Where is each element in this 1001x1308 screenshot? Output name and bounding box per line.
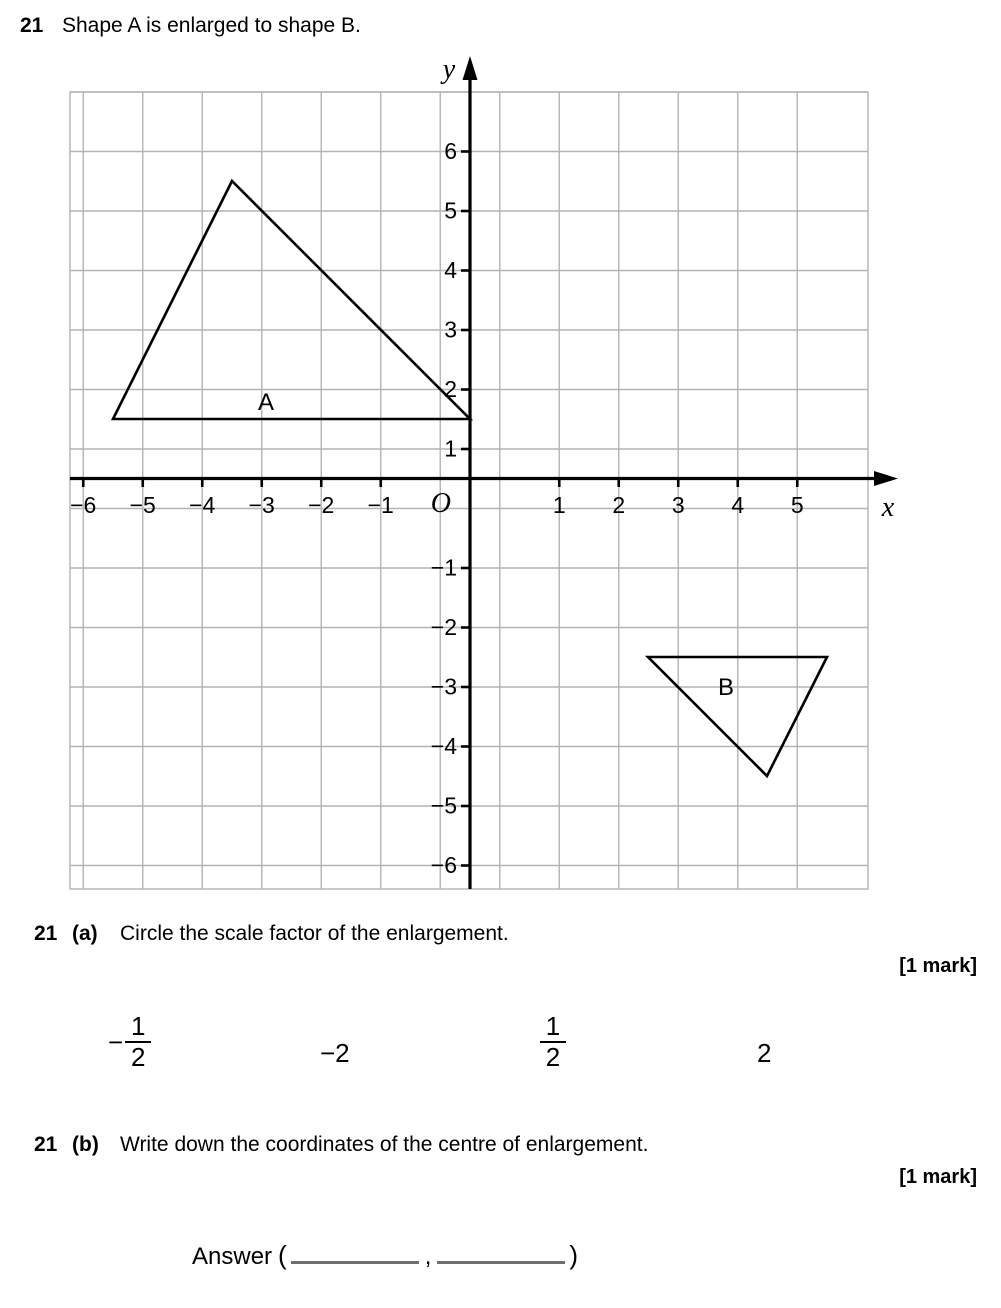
y-tick-label: −2 bbox=[430, 614, 457, 640]
question-stem-text: Shape A is enlarged to shape B. bbox=[62, 14, 361, 37]
x-axis-label: x bbox=[881, 492, 895, 523]
y-tick-label: 5 bbox=[444, 197, 457, 224]
origin-label: O bbox=[430, 488, 451, 519]
x-tick-label: −2 bbox=[308, 492, 335, 518]
x-tick-label: −4 bbox=[189, 492, 216, 518]
fraction-denominator: 2 bbox=[545, 1042, 561, 1073]
close-paren: ) bbox=[569, 1240, 579, 1270]
answer-blank-x[interactable] bbox=[291, 1241, 419, 1264]
part-a-marks: [1 mark] bbox=[899, 955, 977, 977]
option-negative-two[interactable] bbox=[320, 1038, 350, 1069]
coordinate-grid-svg bbox=[0, 50, 1001, 910]
answer-blank-y[interactable] bbox=[437, 1241, 565, 1264]
question-stem bbox=[20, 14, 361, 38]
fraction-numerator: 1 bbox=[130, 1011, 146, 1041]
y-tick-label: 1 bbox=[444, 435, 457, 462]
y-tick-label: 6 bbox=[444, 138, 457, 164]
x-tick-label: −5 bbox=[129, 492, 156, 518]
y-tick-label: −3 bbox=[430, 673, 457, 700]
y-tick-label: 4 bbox=[444, 257, 457, 283]
fraction-numerator: 1 bbox=[545, 1011, 561, 1041]
option-two[interactable] bbox=[757, 1038, 771, 1069]
option-negative-one-half[interactable] bbox=[108, 1013, 151, 1072]
option-one-half[interactable] bbox=[540, 1013, 566, 1072]
part-a-question-number: 21 bbox=[34, 922, 58, 945]
fraction-denominator: 2 bbox=[130, 1042, 146, 1073]
coordinate-grid-figure bbox=[0, 50, 1001, 910]
part-b-letter: (b) bbox=[72, 1133, 99, 1156]
scale-factor-options bbox=[0, 1005, 1001, 1090]
answer-line bbox=[192, 1240, 578, 1271]
x-tick-label: −3 bbox=[248, 492, 275, 518]
x-tick-label: 2 bbox=[612, 492, 626, 518]
x-tick-label: 3 bbox=[671, 492, 685, 518]
question-number: 21 bbox=[20, 14, 44, 37]
y-axis-arrowhead bbox=[463, 56, 478, 80]
option-value: −2 bbox=[320, 1038, 350, 1068]
part-a-prompt bbox=[34, 922, 509, 946]
fraction bbox=[125, 1013, 151, 1072]
y-axis-label: y bbox=[442, 54, 456, 85]
y-tick-label: −1 bbox=[430, 554, 457, 581]
shape-a-label: A bbox=[257, 389, 275, 416]
x-axis-arrowhead bbox=[874, 471, 898, 486]
x-tick-label: 4 bbox=[731, 492, 745, 518]
x-tick-label: −6 bbox=[70, 492, 97, 518]
y-tick-label: −6 bbox=[430, 852, 457, 878]
answer-comma: , bbox=[424, 1243, 432, 1270]
y-tick-label: −4 bbox=[430, 733, 457, 759]
y-tick-label: 2 bbox=[444, 376, 457, 402]
part-b-question-number: 21 bbox=[34, 1133, 58, 1156]
shape-b-label: B bbox=[717, 674, 735, 701]
part-b-marks: [1 mark] bbox=[899, 1166, 977, 1188]
part-a-letter: (a) bbox=[72, 922, 98, 945]
x-tick-label: −1 bbox=[367, 492, 394, 518]
y-tick-label: −5 bbox=[430, 792, 457, 819]
option-sign: − bbox=[108, 1027, 124, 1058]
option-value: 2 bbox=[757, 1038, 772, 1068]
x-tick-label: 5 bbox=[790, 492, 804, 518]
x-tick-label: 1 bbox=[552, 492, 566, 518]
open-paren: ( bbox=[278, 1240, 287, 1270]
y-tick-label: 3 bbox=[444, 316, 457, 343]
fraction bbox=[540, 1013, 566, 1072]
answer-label: Answer bbox=[192, 1243, 273, 1270]
part-b-prompt bbox=[34, 1133, 648, 1157]
part-b-text: Write down the coordinates of the centre of enlargement. bbox=[120, 1133, 649, 1156]
part-a-text: Circle the scale factor of the enlargement. bbox=[120, 922, 509, 945]
shape-a-triangle bbox=[113, 181, 470, 419]
